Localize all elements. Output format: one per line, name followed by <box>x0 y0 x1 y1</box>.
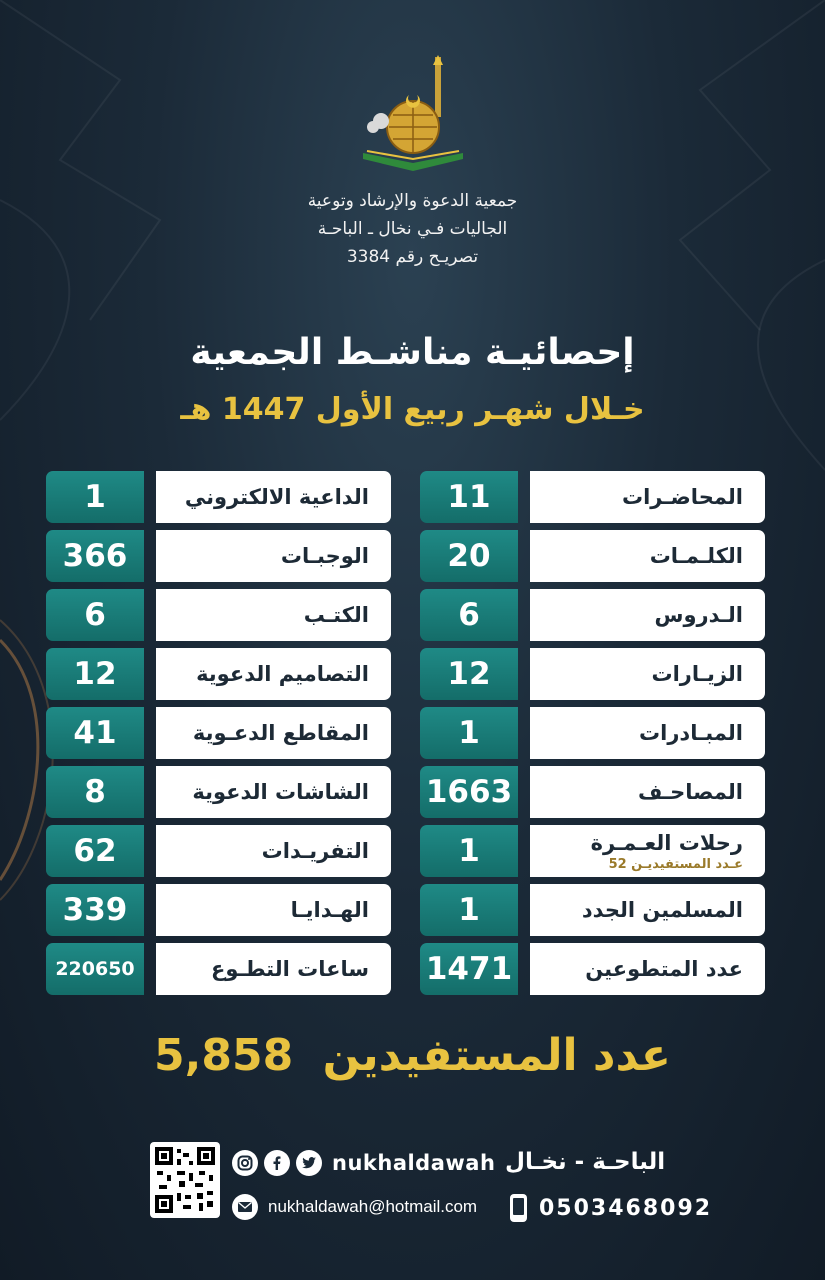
beneficiaries-label: عدد المستفيدين <box>322 1030 671 1081</box>
stat-label: رحلات العـمـرة عـدد المستفيديـن 52 <box>530 825 765 877</box>
stat-value: 1 <box>420 707 518 759</box>
stat-value: 6 <box>420 589 518 641</box>
stat-label: عدد المتطوعين <box>530 943 765 995</box>
social-handle[interactable]: nukhaldawah <box>332 1151 496 1175</box>
stat-value: 12 <box>46 648 144 700</box>
stat-label: المسلمين الجدد <box>530 884 765 936</box>
stat-value: 20 <box>420 530 518 582</box>
stat-label: الكلـمـات <box>530 530 765 582</box>
stat-row <box>420 648 765 700</box>
stat-row <box>46 648 391 700</box>
twitter-icon[interactable] <box>296 1150 322 1176</box>
stat-label: الزيـارات <box>530 648 765 700</box>
stat-row <box>420 825 765 877</box>
stat-value: 41 <box>46 707 144 759</box>
stat-label: المصاحـف <box>530 766 765 818</box>
instagram-icon[interactable] <box>232 1150 258 1176</box>
stat-row <box>46 530 391 582</box>
stat-value: 339 <box>46 884 144 936</box>
email-icon <box>232 1194 258 1220</box>
qr-code-icon <box>155 1147 215 1213</box>
stat-row <box>420 589 765 641</box>
stat-value: 1 <box>46 471 144 523</box>
org-name-line2: الجاليات فـي نخال ـ الباحـة <box>317 219 508 239</box>
stat-row <box>46 943 391 995</box>
stat-row <box>46 471 391 523</box>
stat-row <box>420 766 765 818</box>
page-title: إحصائيـة مناشـط الجمعية <box>190 332 635 373</box>
stats-right-column <box>420 471 765 1002</box>
page-subtitle: خـلال شهـر ربيع الأول 1447 هـ <box>180 392 645 427</box>
stat-value: 12 <box>420 648 518 700</box>
stat-row <box>420 707 765 759</box>
stat-value: 11 <box>420 471 518 523</box>
social-links <box>232 1147 495 1179</box>
stats-left-column <box>46 471 391 1002</box>
stat-sublabel: عـدد المستفيديـن 52 <box>608 856 743 872</box>
qr-code[interactable] <box>150 1142 220 1218</box>
stat-row <box>420 530 765 582</box>
stat-value: 220650 <box>46 943 144 995</box>
org-name-line1: جمعية الدعوة والإرشاد وتوعية <box>307 191 518 211</box>
stat-value: 1471 <box>420 943 518 995</box>
stat-value: 6 <box>46 589 144 641</box>
stat-value: 1 <box>420 825 518 877</box>
footer <box>0 1142 825 1232</box>
email-address[interactable]: nukhaldawah@hotmail.com <box>268 1197 478 1216</box>
stat-label: الداعية الالكتروني <box>156 471 391 523</box>
phone-number[interactable]: 0503468092 <box>539 1195 713 1221</box>
header <box>0 55 825 271</box>
stat-row <box>420 884 765 936</box>
stat-value: 62 <box>46 825 144 877</box>
stat-row <box>420 471 765 523</box>
location-text: الباحـة - نخـال <box>505 1149 666 1175</box>
stat-label: التفريـدات <box>156 825 391 877</box>
stat-row <box>46 884 391 936</box>
stat-label: الهـدايـا <box>156 884 391 936</box>
stat-value: 1 <box>420 884 518 936</box>
stat-value: 366 <box>46 530 144 582</box>
beneficiaries-total <box>0 1030 825 1081</box>
stat-label: المقاطع الدعـوية <box>156 707 391 759</box>
facebook-icon[interactable] <box>264 1150 290 1176</box>
stat-label: الكتـب <box>156 589 391 641</box>
stat-label: المبـادرات <box>530 707 765 759</box>
stat-row <box>46 707 391 759</box>
stat-label: الـدروس <box>530 589 765 641</box>
stat-label: ساعات التطـوع <box>156 943 391 995</box>
stat-row <box>420 943 765 995</box>
mosque-dome-logo-icon <box>353 55 473 175</box>
stat-value: 1663 <box>420 766 518 818</box>
stat-label: الوجبـات <box>156 530 391 582</box>
beneficiaries-value: 5,858 <box>154 1030 294 1081</box>
stat-label: الشاشات الدعوية <box>156 766 391 818</box>
phone-icon <box>510 1194 527 1222</box>
stat-row <box>46 825 391 877</box>
stat-label: التصاميم الدعوية <box>156 648 391 700</box>
stat-label: المحاضـرات <box>530 471 765 523</box>
stat-value: 8 <box>46 766 144 818</box>
license-number: تصريـح رقم 3384 <box>346 247 479 267</box>
stat-row <box>46 766 391 818</box>
email-contact <box>232 1194 477 1220</box>
stat-row <box>46 589 391 641</box>
phone-contact <box>510 1194 712 1222</box>
